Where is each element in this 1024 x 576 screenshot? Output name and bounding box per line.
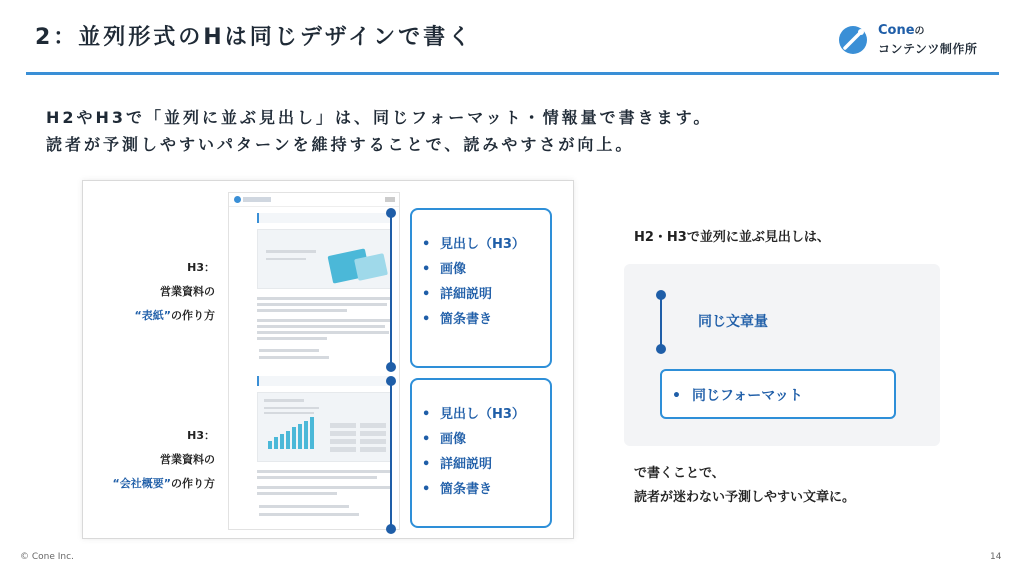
example-label-topic: 営業資料の: [160, 285, 215, 298]
bullet-icon: •: [422, 312, 431, 327]
thumbnail-header: [229, 193, 399, 207]
cone-logo-icon: [838, 25, 868, 55]
bullet-icon: •: [422, 407, 431, 422]
conclusion-line-1: で書くことで、: [634, 466, 725, 481]
lead-line-1: H2やH3で「並列に並ぶ見出し」は、同じフォーマット・情報量で書きます。: [46, 108, 713, 127]
connector-dot: [386, 362, 396, 372]
example-label-tail: の作り方: [171, 477, 215, 490]
example-label-topic: 営業資料の: [160, 453, 215, 466]
lead-line-2: 読者が予測しやすいパターンを維持することで、読みやすさが向上。: [46, 135, 635, 154]
page-number: 14: [990, 552, 1002, 562]
structure-item: • 箇条書き: [422, 307, 550, 332]
thumbnail-company-image: [257, 392, 392, 462]
example-label-cover: [65, 256, 215, 328]
example-label-highlight: “表紙”: [134, 309, 171, 322]
bullet-icon: •: [422, 262, 431, 277]
bullet-icon: •: [422, 287, 431, 302]
conclusion-line-2: 読者が迷わない予測しやすい文章に。: [634, 490, 856, 505]
conclusion-text: [634, 462, 855, 510]
structure-item: • 画像: [422, 257, 550, 282]
thumbnail-h3-heading: [257, 376, 392, 386]
volume-line: [660, 294, 662, 351]
connector-dot: [386, 208, 396, 218]
bullet-icon: •: [422, 482, 431, 497]
copyright: © Cone Inc.: [20, 552, 74, 562]
thumbnail-cover-image: [257, 229, 392, 289]
lead-text: [46, 104, 712, 158]
structure-item: • 見出し（H3）: [422, 232, 550, 257]
logo-brand: [878, 22, 925, 38]
example-label-h3: H3：: [187, 261, 215, 274]
structure-item: • 画像: [422, 427, 550, 452]
same-format-box: [660, 369, 896, 419]
thumbnail-logo-icon: [234, 196, 241, 203]
thumbnail-menu-icon: [385, 197, 395, 202]
connector-line-cover: [390, 212, 392, 367]
structure-item: • 詳細説明: [422, 282, 550, 307]
article-screenshot-thumbnail: [228, 192, 400, 530]
slide-title: 2：並列形式のHは同じデザインで書く: [35, 25, 474, 50]
same-volume-label: 同じ文章量: [698, 314, 768, 330]
structure-item: • 見出し（H3）: [422, 402, 550, 427]
volume-dot-bottom: [656, 344, 666, 354]
logo-brand-suffix: の: [914, 26, 925, 37]
bullet-icon: •: [422, 237, 431, 252]
structure-card-cover: [410, 208, 552, 368]
structure-card-company: [410, 378, 552, 528]
logo-brand-name: Cone: [878, 23, 915, 38]
structure-item: • 箇条書き: [422, 477, 550, 502]
same-format-label: • 同じフォーマット: [672, 388, 803, 404]
thumbnail-h3-heading: [257, 213, 392, 223]
right-intro-text: H2・H3で並列に並ぶ見出しは、: [634, 230, 830, 245]
connector-dot: [386, 524, 396, 534]
logo-subtitle: コンテンツ制作所: [878, 42, 978, 56]
example-label-highlight: “会社概要”: [112, 477, 171, 490]
summary-panel: [624, 264, 940, 446]
title-underline: [26, 72, 999, 75]
example-label-h3: H3：: [187, 429, 215, 442]
company-logo: [838, 22, 998, 60]
connector-dot: [386, 376, 396, 386]
structure-item: • 詳細説明: [422, 452, 550, 477]
structure-list: [412, 210, 550, 332]
bullet-icon: •: [422, 457, 431, 472]
bullet-icon: •: [672, 388, 681, 404]
bullet-icon: •: [422, 432, 431, 447]
example-label-tail: の作り方: [171, 309, 215, 322]
structure-list: [412, 380, 550, 502]
example-label-company: [65, 424, 215, 496]
thumbnail-logo-text: [243, 197, 271, 202]
connector-line-company: [390, 380, 392, 528]
